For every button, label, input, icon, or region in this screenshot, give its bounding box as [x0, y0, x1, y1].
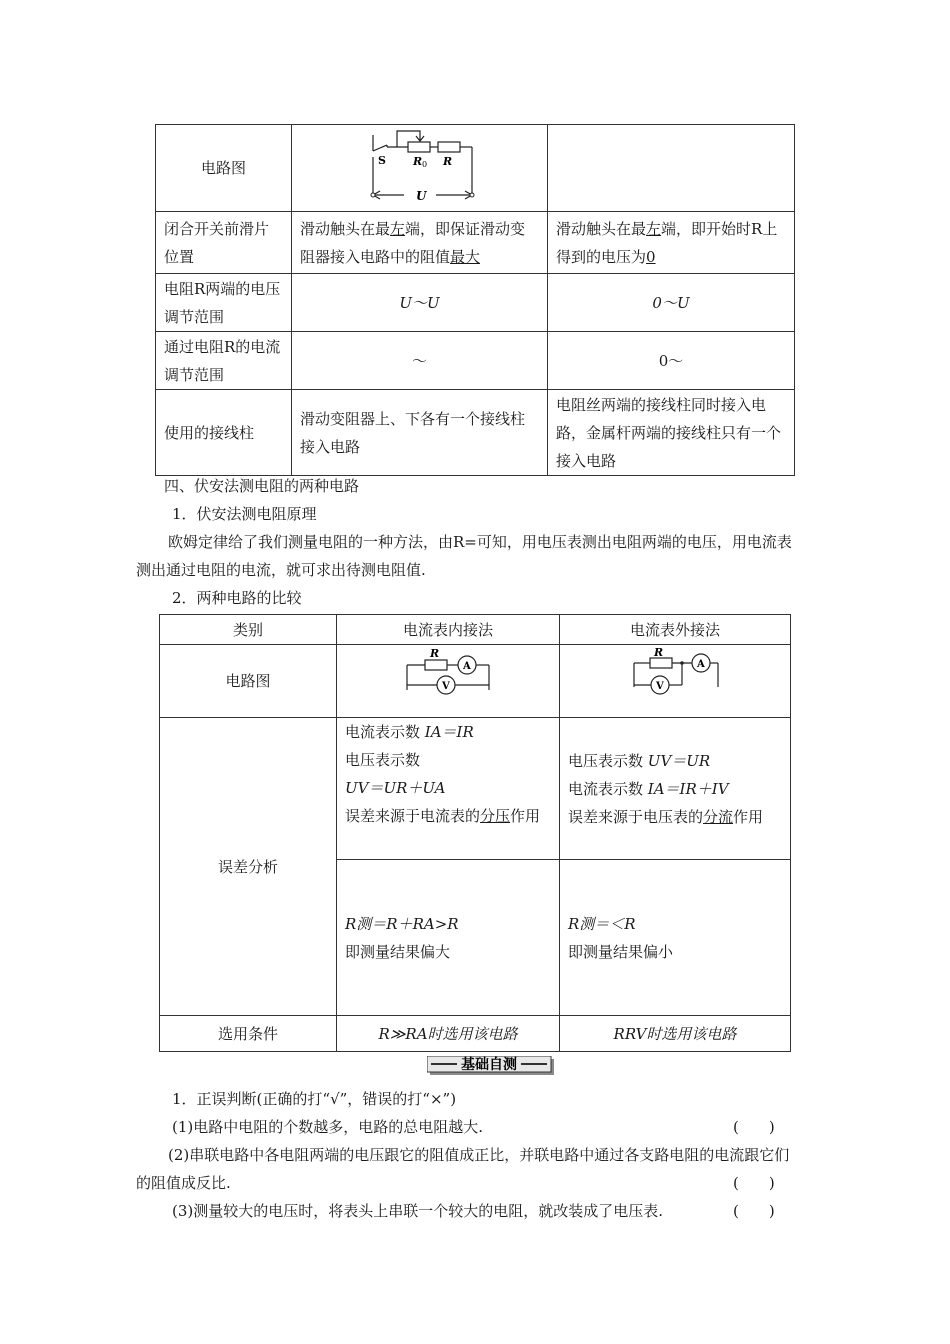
slider-position-right: 滑动触头在最左端，即开始时R上得到的电压为0 [548, 212, 795, 274]
comparison-table-1 [155, 124, 795, 476]
external-result-cell: R测＝＜R 即测量结果偏小 [560, 860, 791, 1016]
subheading-principle: 1．伏安法测电阻原理 [172, 505, 317, 523]
table-row [160, 645, 791, 718]
external-error-cell: 电压表示数 UV＝UR 电流表示数 IA＝IR＋IV 误差来源于电压表的分流作用 [560, 718, 791, 860]
row-label: 电阻R两端的电压调节范围 [156, 274, 292, 332]
table-row [160, 1016, 791, 1052]
answer-blank-1[interactable]: ( ) [733, 1118, 775, 1136]
u-label: U [416, 189, 427, 203]
internal-connection-diagram [337, 645, 559, 717]
empty-cell [548, 125, 795, 212]
table-row [156, 390, 795, 476]
internal-result-cell: R测＝R＋RA>R 即测量结果偏大 [337, 860, 560, 1016]
voltage-range-right: 0～U [548, 274, 795, 332]
r0-sub-label: 0 [422, 160, 428, 169]
header-external: 电流表外接法 [560, 615, 791, 645]
row-label: 闭合开关前滑片位置 [156, 212, 292, 274]
item-1: (1)电路中电阻的个数越多，电路的总电阻越大. [172, 1118, 484, 1136]
resistor-label: R [430, 647, 440, 660]
principle-paragraph: 欧姆定律给了我们测量电阻的一种方法，由R=可知，用电压表测出电阻两端的电压，用电流表测出通过电阻的电流，就可求出待测电阻值. [136, 533, 792, 579]
section-heading: 四、伏安法测电阻的两种电路 [164, 477, 360, 495]
answer-blank-3[interactable]: ( ) [733, 1202, 775, 1220]
header-internal: 电流表内接法 [337, 615, 560, 645]
row-label: 电路图 [156, 125, 292, 212]
self-test-banner [427, 1056, 555, 1076]
subheading-comparison: 2．两种电路的比较 [172, 589, 302, 607]
answer-blank-2[interactable]: ( ) [733, 1174, 775, 1192]
divider-circuit-diagram [292, 125, 547, 211]
terminals-right: 电阻丝两端的接线柱同时接入电路，金属杆两端的接线柱只有一个接入电路 [548, 390, 795, 476]
table-header-row [160, 615, 791, 645]
resistor-label: R [654, 646, 664, 659]
header-category: 类别 [160, 615, 337, 645]
row-label: 电路图 [160, 645, 337, 718]
internal-select-condition: R≫RA时选用该电路 [337, 1016, 560, 1052]
internal-circuit-cell [337, 645, 560, 718]
voltage-range-mid: U～U [292, 274, 548, 332]
ammeter-icon: A [463, 661, 471, 672]
slider-position-mid: 滑动触头在最左端，即保证滑动变阻器接入电路中的阻值最大 [292, 212, 548, 274]
row-label: 通过电阻R的电流调节范围 [156, 332, 292, 390]
r0-label: R [413, 155, 423, 168]
table-row [160, 718, 791, 860]
terminals-mid: 滑动变阻器上、下各有一个接线柱接入电路 [292, 390, 548, 476]
voltmeter-icon: V [656, 681, 664, 692]
item-2: (2)串联电路中各电阻两端的电压跟它的阻值成正比，并联电路中通过各支路电阻的电流跟它们的阻值成反比. [136, 1146, 790, 1192]
table-row [156, 332, 795, 390]
external-select-condition: RRV时选用该电路 [560, 1016, 791, 1052]
table-row [156, 212, 795, 274]
current-range-right: 0～ [548, 332, 795, 390]
voltmeter-icon: V [442, 681, 450, 692]
table-row [156, 274, 795, 332]
switch-label: S [378, 154, 386, 167]
question-1: 1．正误判断(正确的打“√”，错误的打“×”) [172, 1090, 457, 1108]
row-label: 使用的接线柱 [156, 390, 292, 476]
row-label: 选用条件 [160, 1016, 337, 1052]
r-label: R [443, 155, 453, 168]
external-circuit-cell [560, 645, 791, 718]
external-connection-diagram [560, 645, 790, 717]
item-3: (3)测量较大的电压时，将表头上串联一个较大的电阻，就改装成了电压表. [172, 1202, 664, 1220]
table-row [156, 125, 795, 212]
circuit-cell [292, 125, 548, 212]
row-label: 误差分析 [160, 718, 337, 1016]
ammeter-icon: A [697, 659, 705, 670]
comparison-table-2 [159, 614, 791, 1052]
current-range-mid: ～ [292, 332, 548, 390]
internal-error-cell: 电流表示数 IA＝IR 电压表示数 UV＝UR＋UA 误差来源于电流表的分压作用 [337, 718, 560, 860]
banner-title: 基础自测 [461, 1057, 517, 1073]
